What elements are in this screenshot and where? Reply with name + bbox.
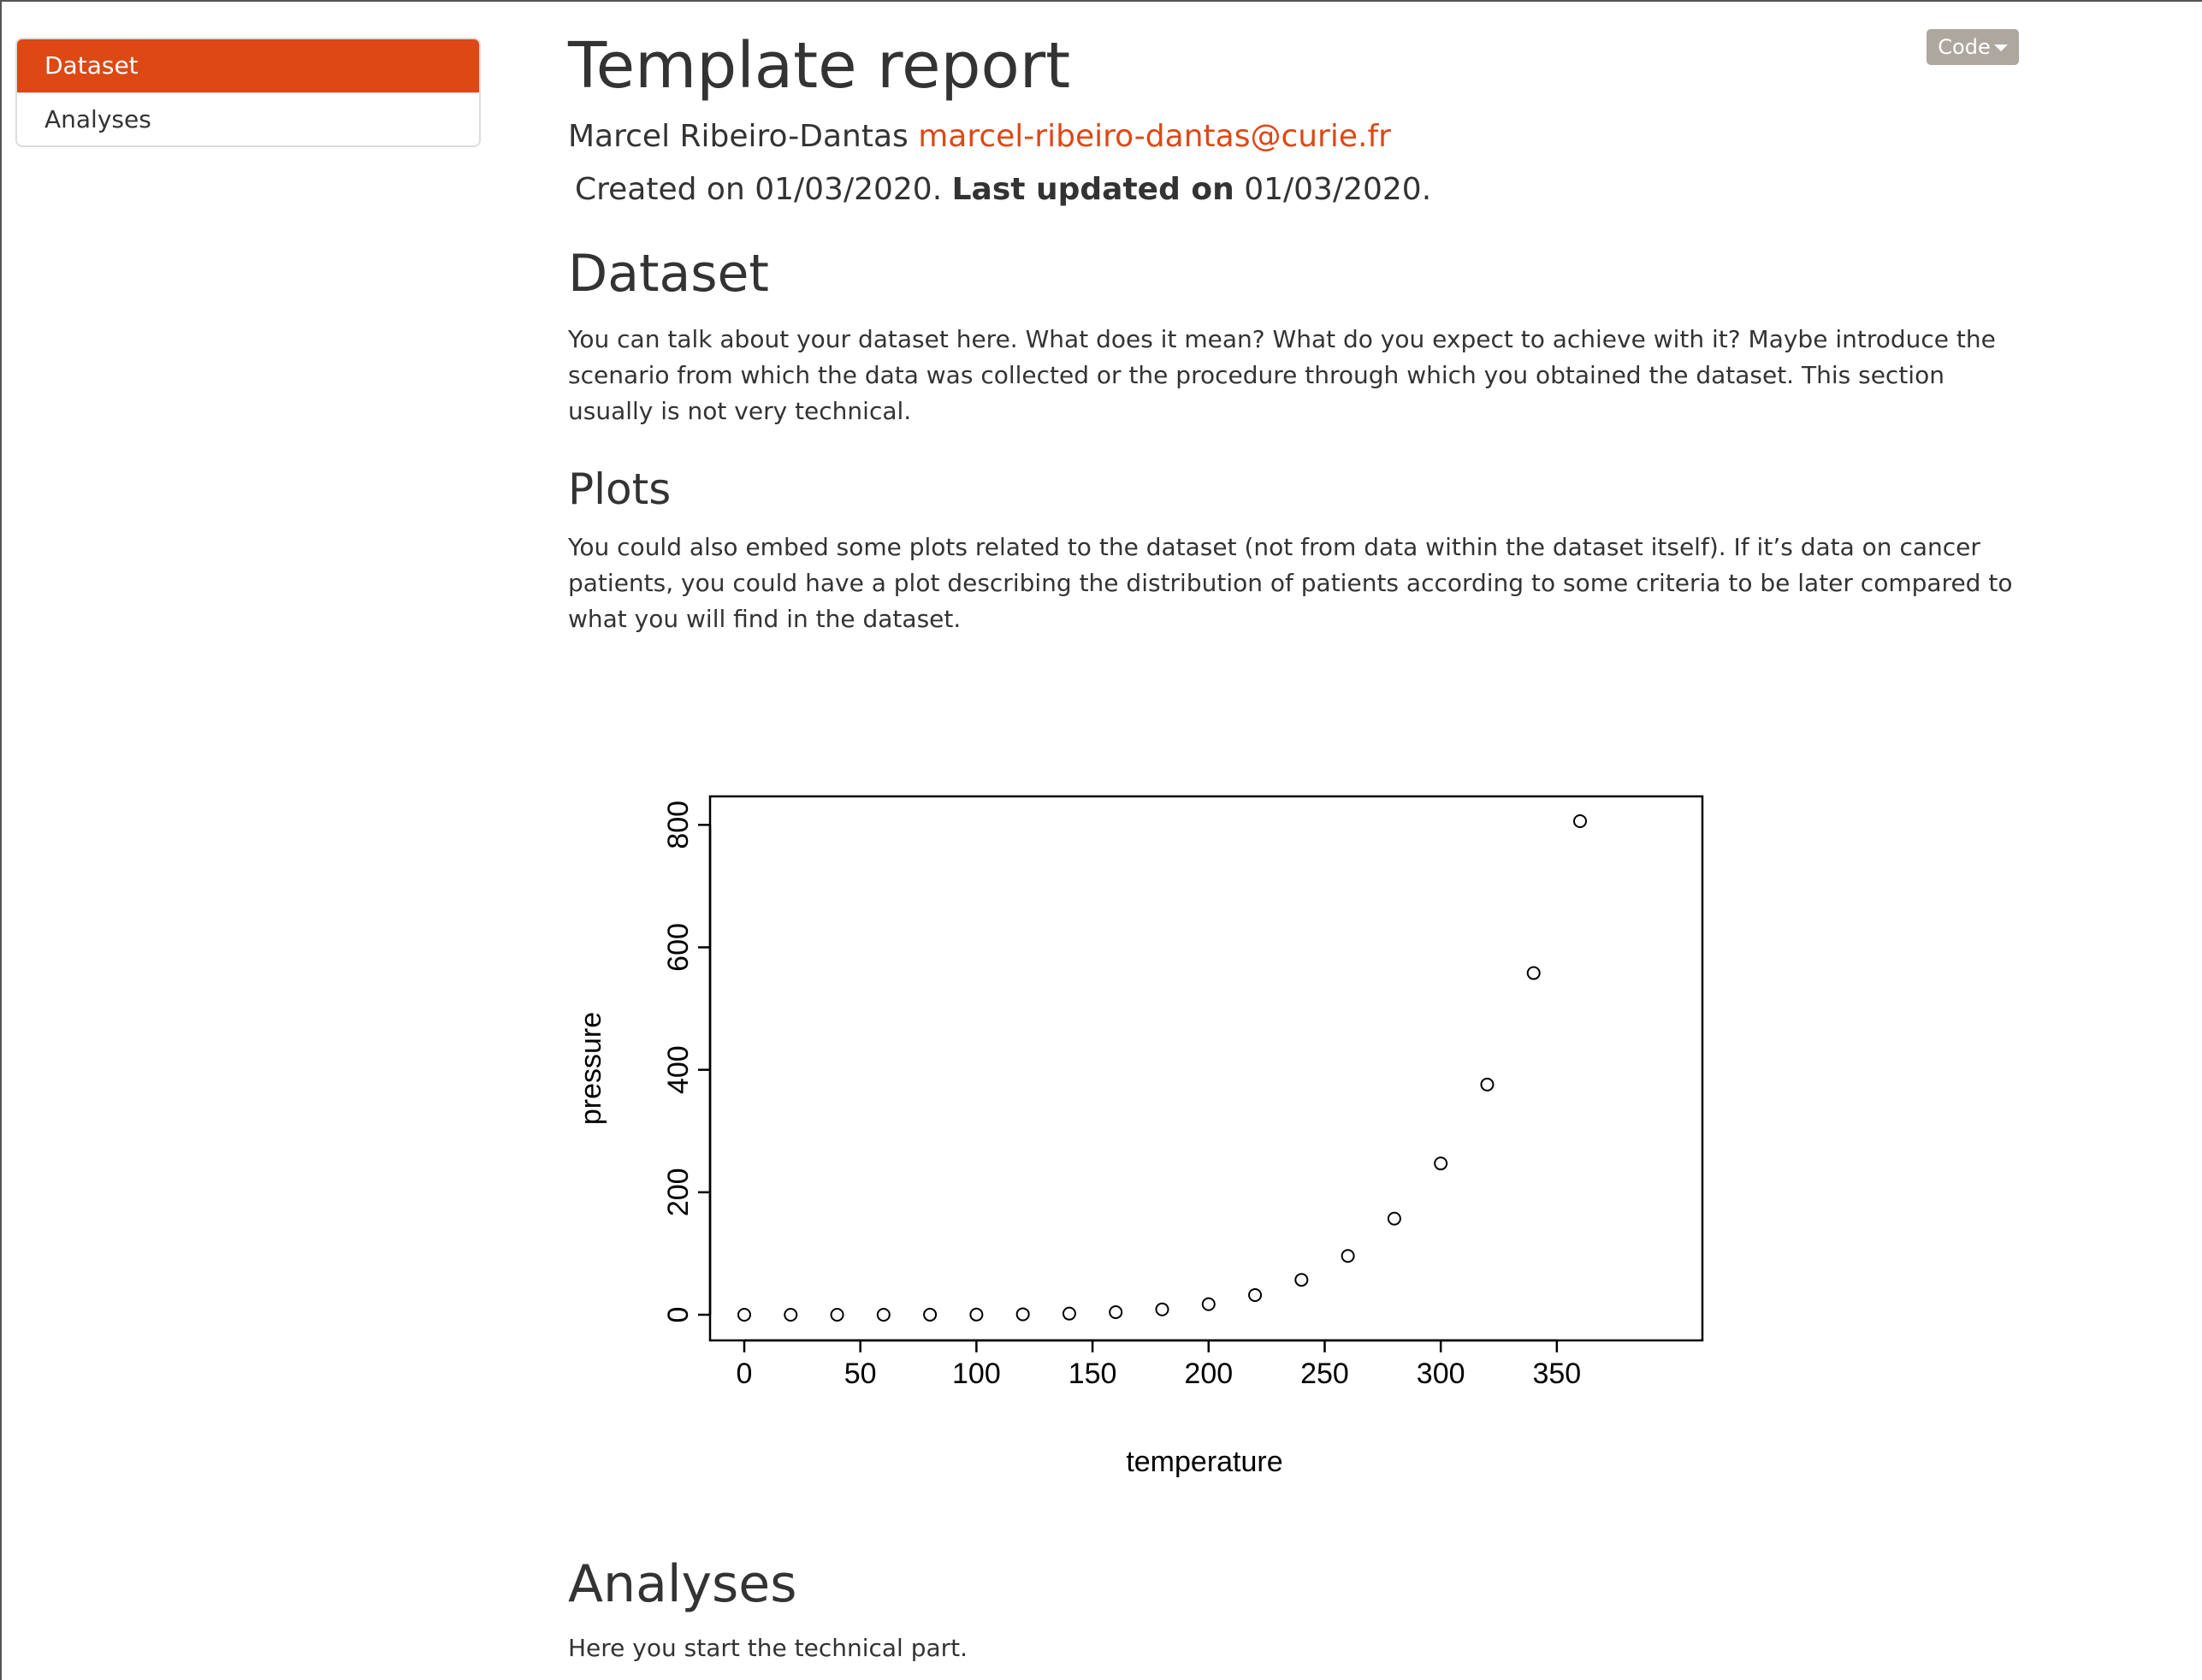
x-tick-label: 350 bbox=[1532, 1358, 1582, 1390]
author-line bbox=[568, 116, 1391, 157]
x-tick-label: 200 bbox=[1184, 1358, 1234, 1390]
x-tick-label: 300 bbox=[1416, 1358, 1465, 1390]
code-dropdown-button[interactable] bbox=[1927, 29, 2019, 65]
toc-item-dataset[interactable]: Dataset bbox=[17, 39, 479, 92]
author-email-link[interactable]: marcel-ribeiro-dantas@curie.fr bbox=[918, 119, 1391, 154]
pressure-temperature-scatter-plot bbox=[568, 772, 1749, 1507]
data-point bbox=[924, 1309, 936, 1321]
analyses-paragraph: Here you start the technical part. bbox=[568, 1634, 968, 1662]
section-heading-plots: Plots bbox=[568, 464, 672, 514]
data-point bbox=[1017, 1308, 1029, 1320]
data-point bbox=[832, 1309, 844, 1321]
data-points bbox=[738, 815, 1586, 1321]
plot-frame bbox=[710, 796, 1702, 1340]
page-title: Template report bbox=[568, 29, 1071, 103]
updated-date: 01/03/2020. bbox=[1244, 172, 1432, 207]
data-point bbox=[1157, 1304, 1169, 1316]
data-point bbox=[1203, 1298, 1215, 1310]
x-axis bbox=[737, 1340, 1582, 1390]
data-point bbox=[1574, 815, 1586, 827]
y-tick-label: 800 bbox=[662, 800, 695, 849]
x-tick-label: 100 bbox=[952, 1358, 1001, 1390]
data-point bbox=[970, 1309, 982, 1321]
data-point bbox=[1342, 1250, 1354, 1262]
data-point bbox=[1110, 1306, 1122, 1318]
y-axis-label: pressure bbox=[575, 1011, 607, 1126]
data-point bbox=[1388, 1213, 1400, 1225]
data-point bbox=[1249, 1289, 1261, 1301]
author-name: Marcel Ribeiro-Dantas bbox=[568, 119, 909, 154]
y-tick-label: 400 bbox=[662, 1045, 695, 1095]
date-line bbox=[575, 169, 1431, 210]
toc-item-analyses[interactable]: Analyses bbox=[17, 92, 479, 145]
data-point bbox=[1063, 1308, 1075, 1320]
x-tick-label: 150 bbox=[1068, 1358, 1117, 1390]
y-axis bbox=[662, 801, 710, 1323]
code-button-label: Code bbox=[1938, 35, 1991, 59]
y-tick-label: 0 bbox=[662, 1306, 695, 1323]
section-heading-analyses: Analyses bbox=[568, 1554, 797, 1614]
data-point bbox=[1481, 1079, 1493, 1091]
x-tick-label: 50 bbox=[844, 1358, 877, 1390]
data-point bbox=[784, 1309, 796, 1321]
x-tick-label: 0 bbox=[736, 1358, 753, 1390]
created-date: 01/03/2020. bbox=[755, 172, 943, 207]
caret-down-icon bbox=[1994, 44, 2008, 51]
data-point bbox=[1528, 967, 1540, 979]
created-label: Created on bbox=[575, 172, 745, 207]
updated-label: Last updated on bbox=[951, 172, 1234, 207]
x-tick-label: 250 bbox=[1300, 1358, 1349, 1390]
data-point bbox=[1435, 1157, 1447, 1169]
y-tick-label: 200 bbox=[662, 1168, 695, 1217]
y-tick-label: 600 bbox=[662, 923, 695, 972]
section-heading-dataset: Dataset bbox=[568, 244, 769, 304]
x-axis-label: temperature bbox=[1126, 1446, 1283, 1478]
dataset-paragraph: You can talk about your dataset here. What does it mean? What do you expect to achieve with it? Maybe introduce the scenario from which the data was collected or the procedure through which you obtained the dataset. This section usually is not very technical. bbox=[568, 325, 1996, 425]
table-of-contents bbox=[15, 38, 481, 147]
data-point bbox=[878, 1309, 890, 1321]
plots-paragraph: You could also embed some plots related to the dataset (not from data within the dataset itself). If it’s data on cancer patients, you could have a plot describing the distribution of patients according to some criteria to be later compared to what you will find in the dataset. bbox=[568, 533, 2013, 633]
data-point bbox=[738, 1309, 750, 1321]
data-point bbox=[1295, 1274, 1307, 1286]
